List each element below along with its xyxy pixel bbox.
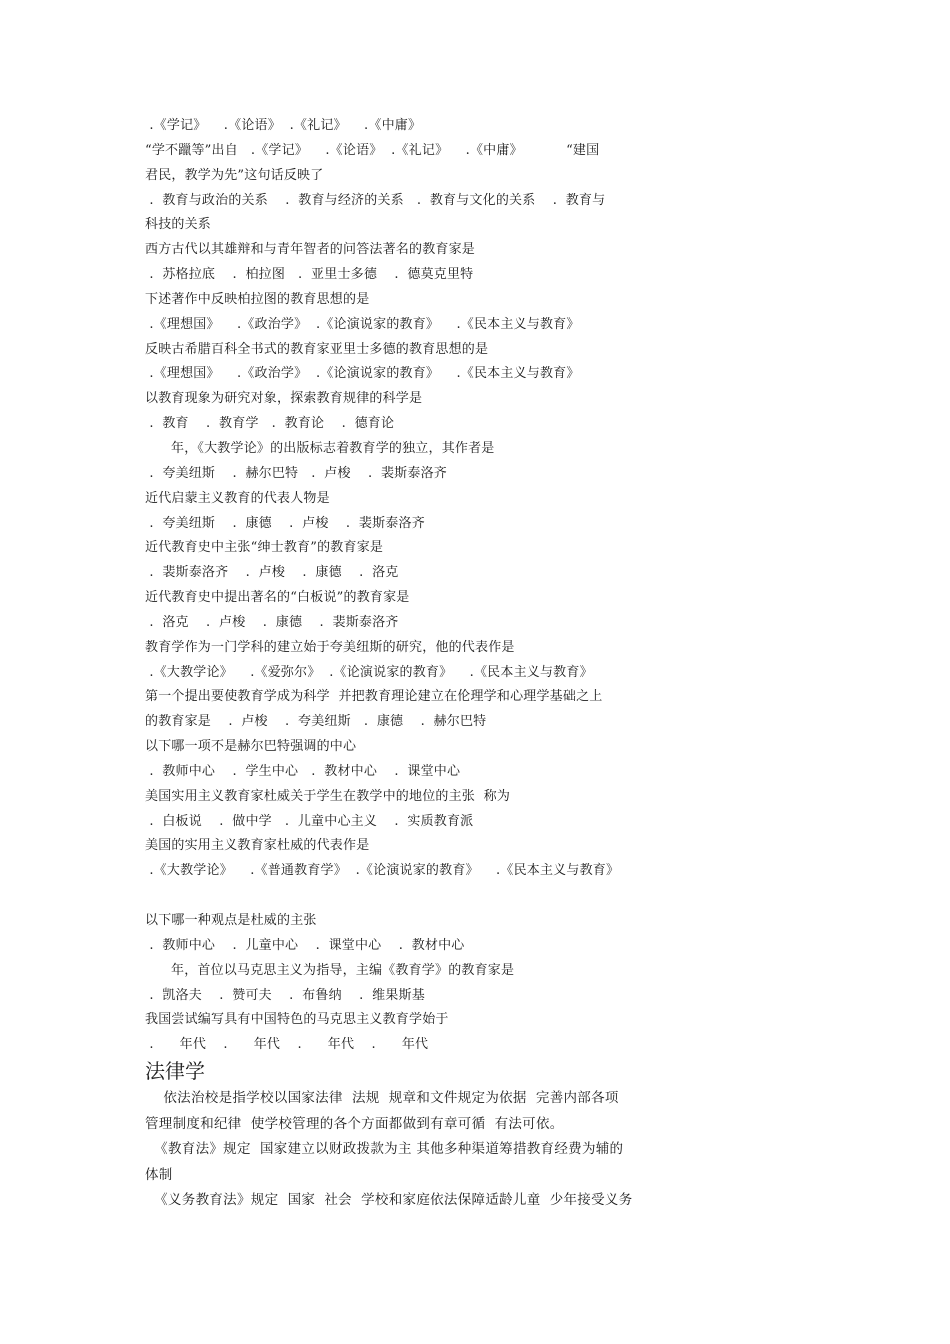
text-line: . 夸美纽斯 . 赫尔巴特 . 卢梭 . 裴斯泰洛齐: [145, 465, 447, 481]
paragraph-line: 管理制度和纪律 使学校管理的各个方面都做到有章可循 有法可依。: [145, 1115, 564, 1132]
text-line: 近代启蒙主义教育的代表人物是: [145, 490, 330, 506]
text-line: . 苏格拉底 . 柏拉图 . 亚里士多德 . 德莫克里特: [145, 267, 474, 283]
document-page: [145, 114, 665, 1214]
text-line: . 裴斯泰洛齐 . 卢梭 . 康德 . 洛克: [145, 565, 399, 581]
text-line: . 教师中心 . 学生中心 . 教材中心 . 课堂中心: [145, 763, 461, 779]
text-line: 下述著作中反映柏拉图的教育思想的是: [145, 291, 370, 307]
text-line: 年，《大教学论》的出版标志着教育学的独立，其作者是: [145, 440, 495, 456]
text-line: .《理想国》 .《政治学》 .《论演说家的教育》 .《民本主义与教育》: [145, 366, 580, 382]
text-line: 第一个提出要使教育学成为科学 并把教育理论建立在伦理学和心理学基础之上: [145, 689, 603, 705]
text-line: 教育学作为一门学科的建立始于夸美纽斯的研究，他的代表作是: [145, 639, 515, 655]
quiz-section: [145, 114, 665, 1058]
text-line: 科技的关系: [145, 217, 212, 233]
paragraph-line: 体制: [145, 1166, 173, 1183]
section-title: 法律学: [145, 1059, 205, 1084]
text-line: . 夸美纽斯 . 康德 . 卢梭 . 裴斯泰洛齐: [145, 515, 425, 531]
text-line: “学不躐等”出自 .《学记》 .《论语》 .《礼记》 .《中庸》 “建国: [145, 142, 600, 158]
text-line: .《大教学论》 .《普通教育学》 .《论演说家的教育》 .《民本主义与教育》: [145, 863, 620, 879]
text-line: .《理想国》 .《政治学》 .《论演说家的教育》 .《民本主义与教育》: [145, 316, 580, 332]
text-line: [145, 884, 665, 909]
text-line: 美国的实用主义教育家杜威的代表作是: [145, 838, 370, 854]
paragraph-line: 《教育法》规定 国家建立以财政拨款为主 其他多种渠道筹措教育经费为辅的: [145, 1141, 624, 1158]
text-line: . 洛克 . 卢梭 . 康德 . 裴斯泰洛齐: [145, 614, 399, 630]
text-line: 西方古代以其雄辩和与青年智者的问答法著名的教育家是: [145, 242, 476, 258]
law-section: [145, 1086, 665, 1214]
text-line: 君民，教学为先”这句话反映了: [145, 167, 324, 183]
text-line: . 年代 . 年代 . 年代 . 年代: [145, 1037, 429, 1053]
text-line: . 教育 . 教育学 . 教育论 . 德育论: [145, 416, 395, 432]
text-line: . 教师中心 . 儿童中心 . 课堂中心 . 教材中心: [145, 937, 465, 953]
text-line: 年，首位以马克思主义为指导，主编《教育学》的教育家是: [145, 962, 515, 978]
text-line: 以下哪一种观点是杜威的主张: [145, 913, 317, 928]
text-line: 的教育家是 . 卢梭 . 夸美纽斯 . 康德 . 赫尔巴特: [145, 714, 487, 730]
text-line: 近代教育史中提出著名的“白板说”的教育家是: [145, 590, 410, 606]
text-line: 我国尝试编写具有中国特色的马克思主义教育学始于: [145, 1012, 449, 1028]
text-line: 反映古希腊百科全书式的教育家亚里士多德的教育思想的是: [145, 341, 489, 357]
text-line: 以教育现象为研究对象，探索教育规律的科学是: [145, 391, 423, 407]
text-line: . 教育与政治的关系 . 教育与经济的关系 . 教育与文化的关系 . 教育与: [145, 192, 606, 208]
paragraph-line: 《义务教育法》规定 国家 社会 学校和家庭依法保障适龄儿童 少年接受义务: [145, 1192, 633, 1209]
text-line: 以下哪一项不是赫尔巴特强调的中心: [145, 739, 357, 755]
text-line: .《学记》 .《论语》 .《礼记》 .《中庸》: [145, 118, 422, 133]
paragraph-line: 依法治校是指学校以国家法律 法规 规章和文件规定为依据 完善内部各项: [145, 1090, 619, 1107]
text-line: 美国实用主义教育家杜威关于学生在教学中的地位的主张 称为: [145, 788, 511, 804]
text-line: . 凯洛夫 . 赞可夫 . 布鲁纳 . 维果斯基: [145, 987, 425, 1003]
text-line: .《大教学论》 .《爱弥尔》 .《论演说家的教育》 .《民本主义与教育》: [145, 664, 593, 680]
text-line: . 白板说 . 做中学 . 儿童中心主义 . 实质教育派: [145, 813, 474, 829]
text-line: 近代教育史中主张“绅士教育”的教育家是: [145, 540, 384, 556]
